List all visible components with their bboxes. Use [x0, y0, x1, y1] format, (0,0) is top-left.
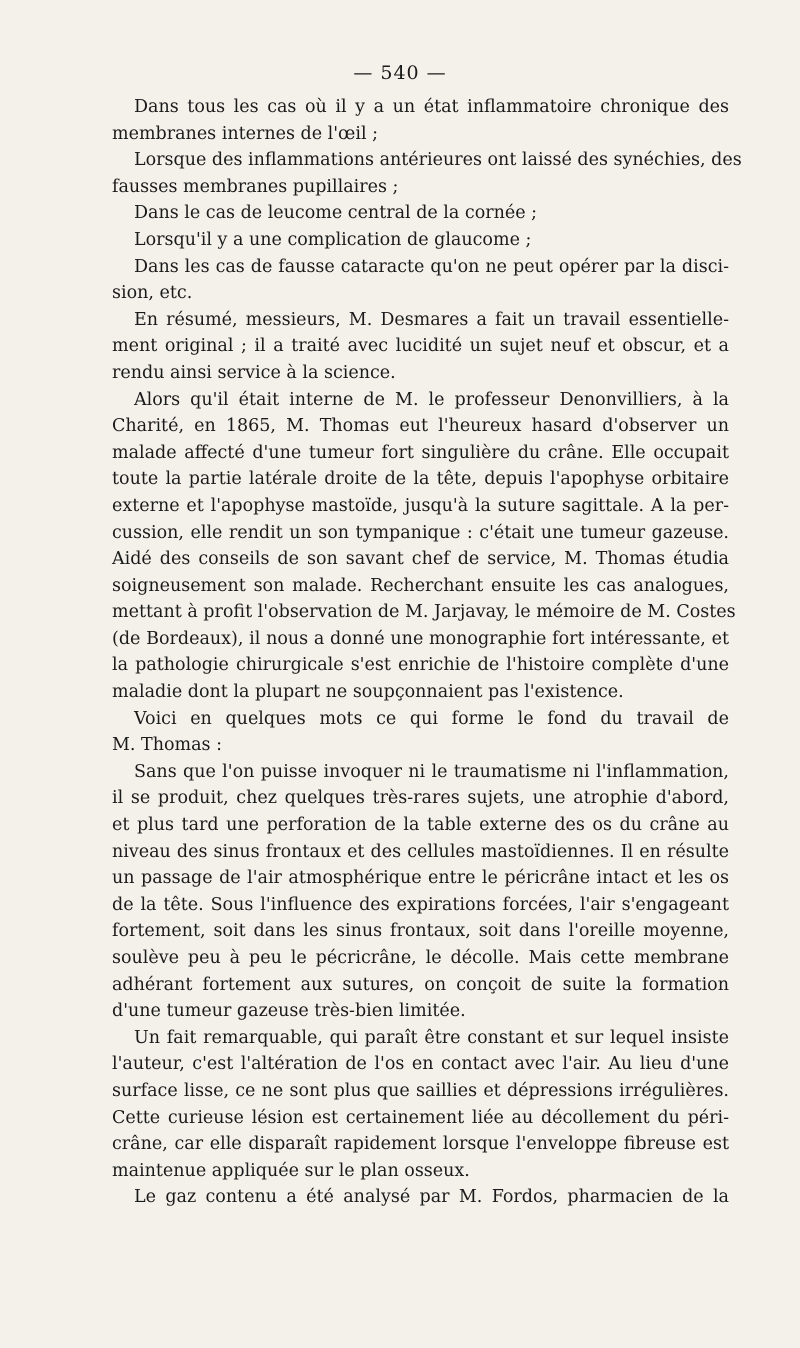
text-line: Un fait remarquable, qui paraît être constant et sur lequel insiste	[134, 1027, 729, 1048]
text-line: Sans que l'on puisse invoquer ni le traumatisme ni l'inflammation,	[134, 761, 729, 782]
text-line: un passage de l'air atmosphérique entre le péricrâne intact et les os	[112, 868, 729, 889]
text-line: Voici en quelques mots ce qui forme le fond du travail de	[134, 708, 729, 729]
text-line: Aidé des conseils de son savant chef de service, M. Thomas étudia	[112, 549, 729, 570]
text-line: toute la partie latérale droite de la tête, depuis l'apophyse orbitaire	[112, 469, 729, 490]
text-line: fortement, soit dans les sinus frontaux, soit dans l'oreille moyenne,	[112, 921, 729, 942]
text-line: adhérant fortement aux sutures, on conçoit de suite la formation	[112, 974, 729, 995]
text-line: surface lisse, ce ne sont plus que saillies et dépressions irrégulières.	[112, 1080, 729, 1101]
text-line: il se produit, chez quelques très-rares sujets, une atrophie d'abord,	[112, 788, 729, 809]
text-line: Cette curieuse lésion est certainement liée au décollement du péri-	[112, 1107, 729, 1128]
text-line: Dans le cas de leucome central de la cornée ;	[134, 203, 538, 224]
text-line: Alors qu'il était interne de M. le professeur Denonvilliers, à la	[134, 389, 729, 410]
text-line: d'une tumeur gazeuse très-bien limitée.	[112, 1001, 466, 1022]
text-line: la pathologie chirurgicale s'est enrichie de l'histoire complète d'une	[112, 655, 729, 676]
text-line: En résumé, messieurs, M. Desmares a fait un travail essentielle-	[134, 309, 729, 330]
text-line: maintenue appliquée sur le plan osseux.	[112, 1160, 470, 1181]
text-line: membranes internes de l'œil ;	[112, 123, 378, 144]
text-line: Charité, en 1865, M. Thomas eut l'heureux hasard d'observer un	[112, 416, 729, 437]
text-line: fausses membranes pupillaires ;	[112, 176, 399, 197]
text-line: soulève peu à peu le pécricrâne, le décolle. Mais cette membrane	[112, 948, 729, 968]
text-line: sion, etc.	[112, 283, 193, 304]
text-line: cussion, elle rendit un son tympanique : c'était une tumeur gazeuse.	[112, 522, 729, 543]
text-line: Lorsque des inflammations antérieures ont laissé des synéchies, des	[134, 150, 742, 171]
text-line: maladie dont la plupart ne soupçonnaient pas l'existence.	[112, 682, 624, 703]
text-line: externe et l'apophyse mastoïde, jusqu'à la suture sagittale. A la per-	[112, 495, 729, 516]
text-line: M. Thomas :	[112, 735, 222, 756]
text-line: ment original ; il a traité avec lucidité un sujet neuf et obscur, et a	[112, 336, 729, 357]
text-line: et plus tard une perforation de la table externe des os du crâne au	[112, 815, 729, 836]
page-number: — 540 —	[353, 62, 447, 84]
text-line: Le gaz contenu a été analysé par M. Fordos, pharmacien de la	[134, 1187, 729, 1208]
text-line: malade affecté d'une tumeur fort singulière du crâne. Elle occupait	[112, 442, 729, 463]
text-line: Dans les cas de fausse cataracte qu'on ne peut opérer par la disci-	[134, 256, 729, 277]
body-text	[112, 94, 742, 1211]
text-line: l'auteur, c'est l'altération de l'os en contact avec l'air. Au lieu d'une	[112, 1054, 729, 1075]
text-line: mettant à profit l'observation de M. Jarjavay, le mémoire de M. Costes	[112, 602, 736, 623]
text-line: (de Bordeaux), il nous a donné une monographie fort intéressante, et	[112, 628, 729, 649]
text-line: soigneusement son malade. Recherchant ensuite les cas analogues,	[112, 575, 729, 596]
text-line: niveau des sinus frontaux et des cellules mastoïdiennes. Il en résulte	[112, 841, 729, 862]
text-line: rendu ainsi service à la science.	[112, 362, 396, 383]
text-line: Dans tous les cas où il y a un état inflammatoire chronique des	[134, 97, 729, 117]
text-line: de la tête. Sous l'influence des expirations forcées, l'air s'engageant	[112, 894, 729, 915]
text-line: crâne, car elle disparaît rapidement lorsque l'enveloppe fibreuse est	[112, 1134, 729, 1155]
text-line: Lorsqu'il y a une complication de glaucome ;	[134, 229, 532, 250]
